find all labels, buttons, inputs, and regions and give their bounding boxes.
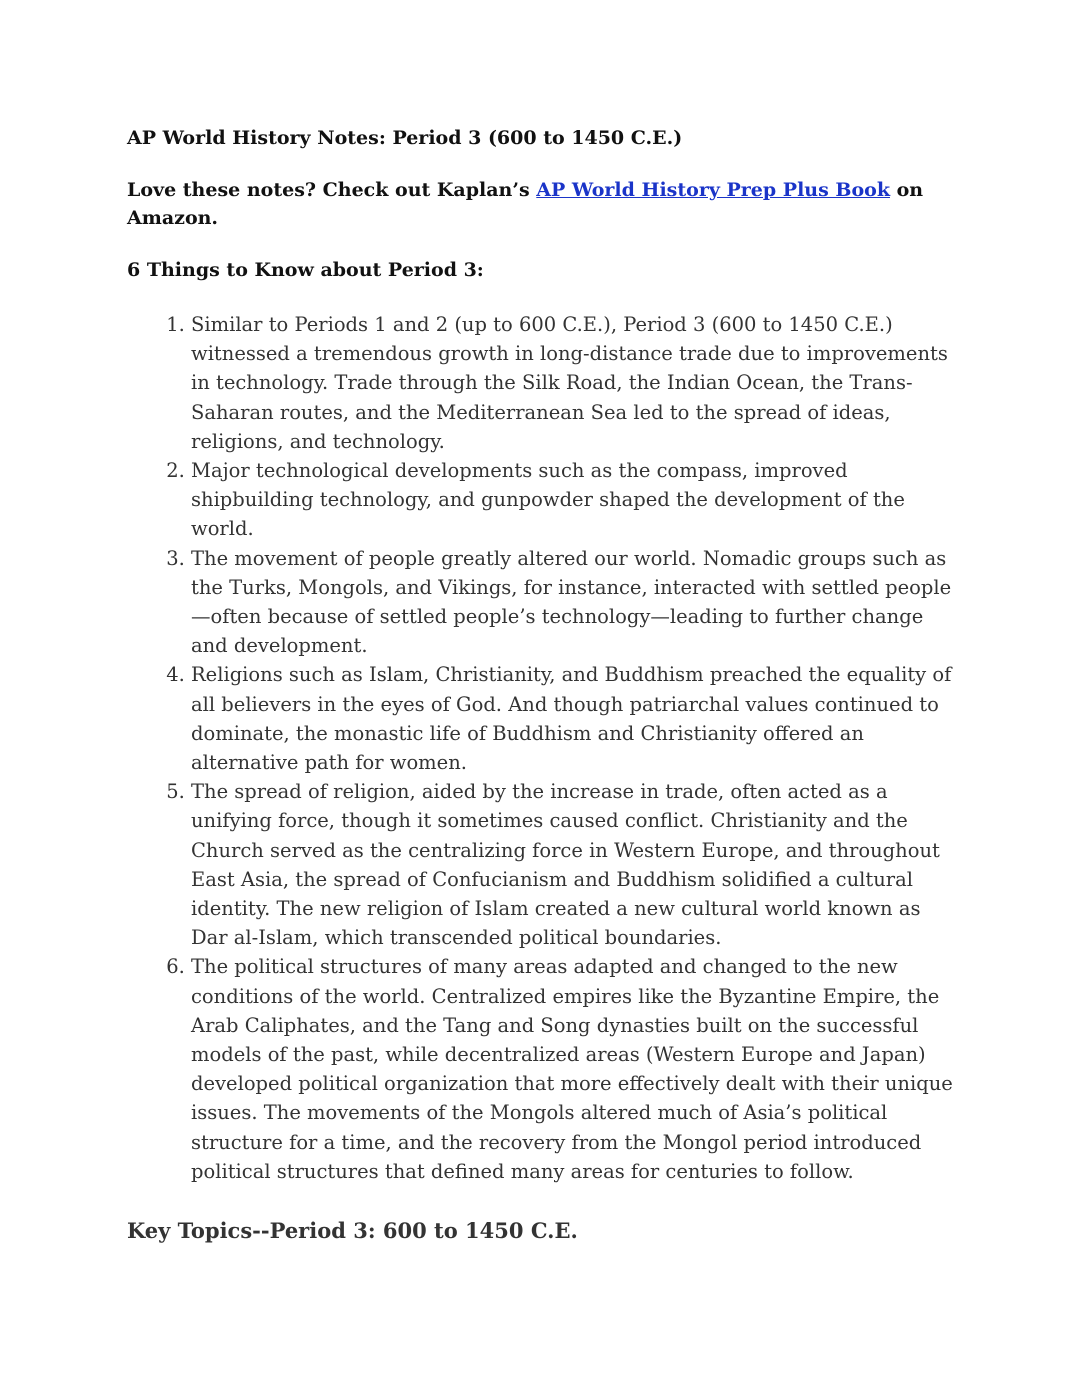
promo-prefix: Love these notes? Check out Kaplan’s xyxy=(127,179,537,201)
document-title: AP World History Notes: Period 3 (600 to 1450 C.E.) xyxy=(127,127,683,149)
list-item: 2. Major technological developments such as the compass, improved shipbuilding technology, and gunpowder shaped the development of the world. xyxy=(191,456,957,544)
things-heading: 6 Things to Know about Period 3: xyxy=(127,259,484,281)
key-topics-heading: Key Topics--Period 3: 600 to 1450 C.E. xyxy=(127,1218,578,1244)
list-item: 3. The movement of people greatly altered our world. Nomadic groups such as the Turks, Mongols, and Vikings, for instance, interacted with settled people—often because of settled people’s technology—leading to further change and development. xyxy=(191,544,957,661)
promo-paragraph xyxy=(127,176,957,232)
list-item: 1. Similar to Periods 1 and 2 (up to 600 C.E.), Period 3 (600 to 1450 C.E.) witnessed a tremendous growth in long-distance trade due to improvements in technology. Trade through the Silk Road, the Indian Ocean, the Trans-Saharan routes, and the Mediterranean Sea led to the spread of ideas, religions, and technology. xyxy=(191,310,957,456)
things-list xyxy=(127,310,957,1186)
list-item: 6. The political structures of many areas adapted and changed to the new conditions of the world. Centralized empires like the Byzantine Empire, the Arab Caliphates, and the Tang and Song dynasties built on the successful models of the past, while decentralized areas (Western Europe and Japan) developed political organization that more effectively dealt with their unique issues. The movements of the Mongols altered much of Asia’s political structure for a time, and the recovery from the Mongol period introduced political structures that defined many areas for centuries to follow. xyxy=(191,952,957,1186)
list-item: 5. The spread of religion, aided by the increase in trade, often acted as a unifying force, though it sometimes caused conflict. Christianity and the Church served as the centralizing force in Western Europe, and throughout East Asia, the spread of Confucianism and Buddhism solidified a cultural identity. The new religion of Islam created a new cultural world known as Dar al-Islam, which transcended political boundaries. xyxy=(191,777,957,952)
prep-plus-book-link[interactable]: AP World History Prep Plus Book xyxy=(536,179,890,201)
list-item: 4. Religions such as Islam, Christianity, and Buddhism preached the equality of all believers in the eyes of God. And though patriarchal values continued to dominate, the monastic life of Buddhism and Christianity offered an alternative path for women. xyxy=(191,660,957,777)
promo-suffix: on Amazon. xyxy=(127,179,924,229)
document-page xyxy=(127,124,957,1246)
